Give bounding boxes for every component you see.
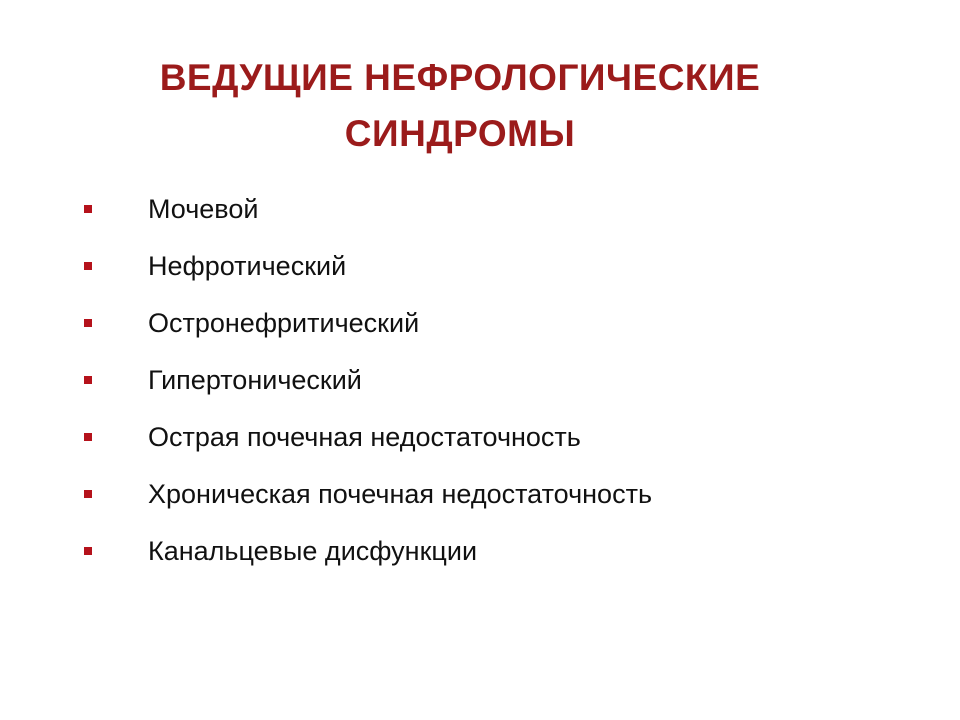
list-item <box>84 362 652 419</box>
list-item <box>84 533 652 590</box>
square-bullet-icon <box>84 319 92 327</box>
list-item <box>84 305 652 362</box>
title-line-2: СИНДРОМЫ <box>344 113 576 154</box>
syndrome-list <box>84 191 652 590</box>
list-item <box>84 419 652 476</box>
square-bullet-icon <box>84 262 92 270</box>
list-item <box>84 191 652 248</box>
list-item-text: Хроническая почечная недостаточность <box>148 479 653 509</box>
square-bullet-icon <box>84 547 92 555</box>
list-item-text: Нефротический <box>148 251 347 281</box>
list-item <box>84 476 652 533</box>
title-line-1: ВЕДУЩИЕ НЕФРОЛОГИЧЕСКИЕ <box>159 57 761 98</box>
list-item-text: Канальцевые дисфункции <box>148 536 478 566</box>
square-bullet-icon <box>84 490 92 498</box>
list-item <box>84 248 652 305</box>
list-item-text: Гипертонический <box>148 365 362 395</box>
list-item-text: Острая почечная недостаточность <box>148 422 581 452</box>
list-item-text: Мочевой <box>148 194 259 224</box>
square-bullet-icon <box>84 433 92 441</box>
slide-title <box>60 50 860 162</box>
list-item-text: Остронефритический <box>148 308 420 338</box>
square-bullet-icon <box>84 376 92 384</box>
square-bullet-icon <box>84 205 92 213</box>
